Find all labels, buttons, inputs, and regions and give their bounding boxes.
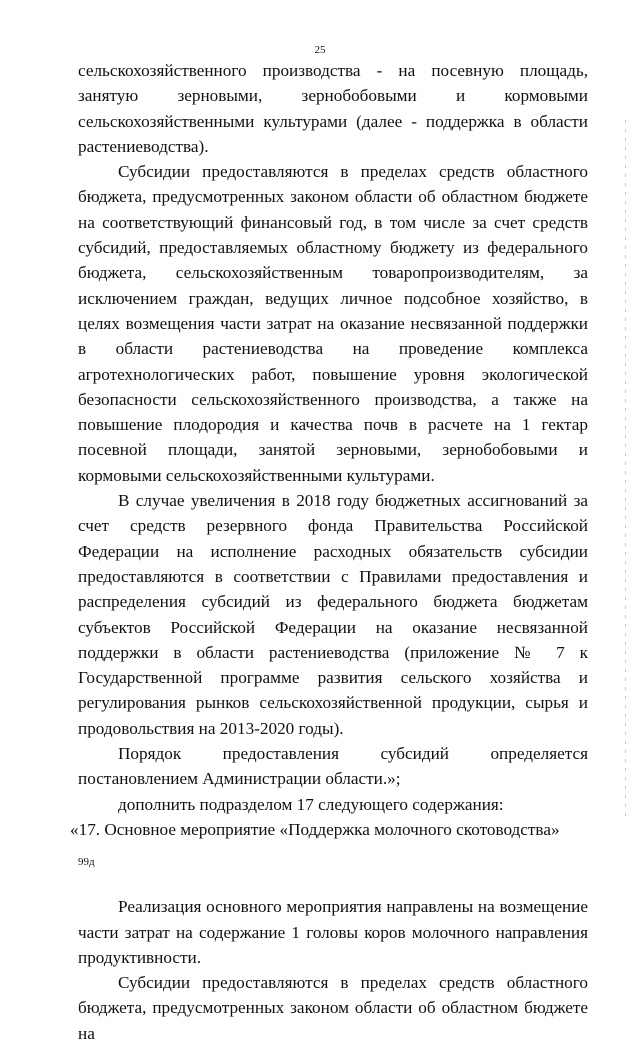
footer-code: 99д (78, 856, 95, 868)
subsection-heading: «17. Основное мероприятие «Поддержка молочного скотоводства» (70, 819, 560, 839)
paragraph-subsidies-dairy: Субсидии предоставляются в пределах средств областного бюджета, предусмотренных законом области об областном бюджете на (78, 973, 588, 1043)
spacer (78, 842, 588, 894)
paragraph-subsidies: Субсидии предоставляются в пределах средств областного бюджета, предусмотренных законом области об областном бюджете на соответствующий финансовый год, в том числе за счет средств субсидий, предоставляемых областному бюджету из федерального бюджета, сельскохозяйственным товаропроизводителям, за исключением граждан, ведущих личное подсобное хозяйство, в целях возмещения части затрат на оказание несвязанной поддержки в области растениеводства на проведение комплекса агротехнологических работ, повышение уровня экологической безопасности сельскохозяйственного производства, а также на повышение плодородия и качества почв в расчете на 1 гектар посевной площади, занятой зерновыми, зернобобовыми и кормовыми сельскохозяйственными культурами. (78, 162, 588, 485)
document-body (70, 58, 588, 1046)
scan-edge-artifact (625, 120, 626, 820)
paragraph-continuation: сельскохозяйственного производства - на посевную площадь, занятую зерновыми, зернобобовыми и кормовыми сельскохозяйственными культурами (далее - поддержка в области растениеводства). (78, 61, 588, 156)
page-number: 25 (314, 44, 326, 56)
paragraph-implementation: Реализация основного мероприятия направлены на возмещение части затрат на содержание 1 головы коров молочного направления продуктивности. (78, 897, 588, 967)
paragraph-reserve-fund: В случае увеличения в 2018 году бюджетных ассигнований за счет средств резервного фонда Правительства Российской Федерации на исполнение расходных обязательств субсидии предоставляются в соответствии с Правилами предоставления и распределения субсидий из федерального бюджета бюджетам субъектов Российской Федерации на оказание несвязанной поддержки в области растениеводства (приложение № 7 к Государственной программе развития сельского хозяйства и регулирования рынков сельскохозяйственной продукции, сырья и продовольствия на 2013-2020 годы). (78, 491, 588, 738)
paragraph-procedure: Порядок предоставления субсидий определяется постановлением Администрации области.»; (78, 744, 588, 789)
paragraph-amendment: дополнить подразделом 17 следующего содержания: (118, 794, 504, 814)
